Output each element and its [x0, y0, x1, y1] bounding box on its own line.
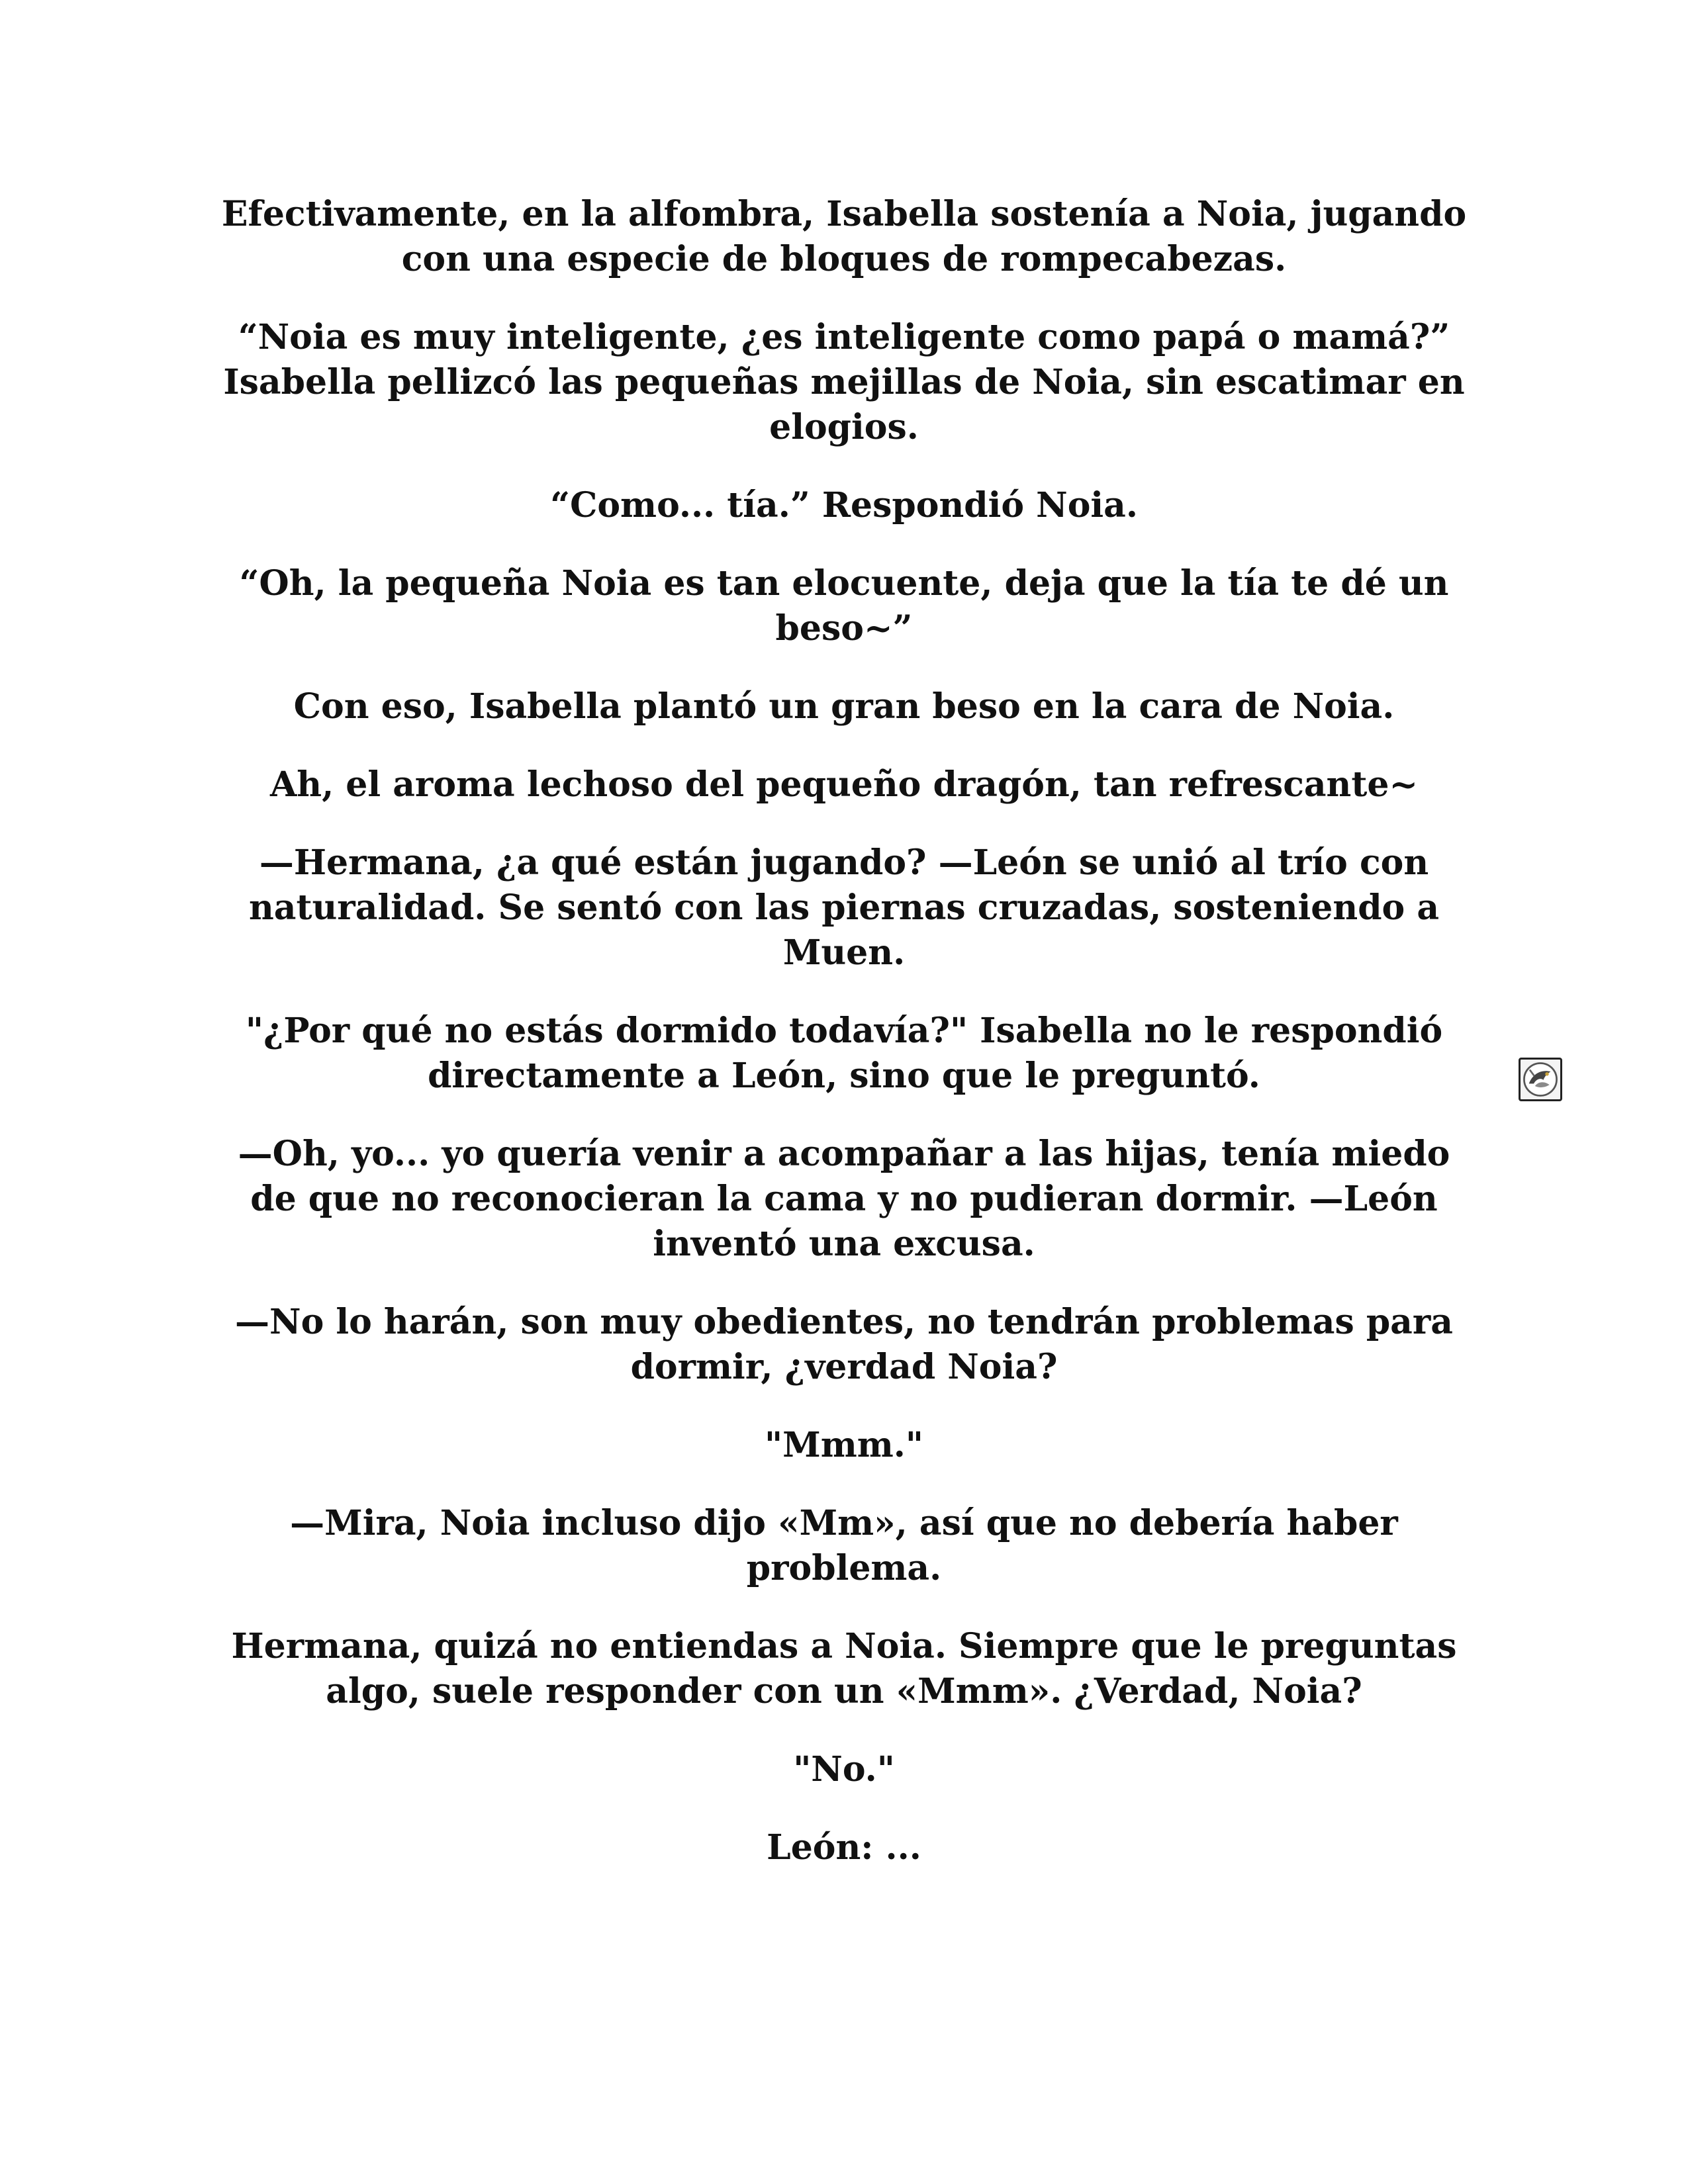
- paragraph-11: "Mmm.": [765, 1425, 923, 1465]
- paragraph-4: “Oh, la pequeña Noia es tan elocuente, deja que la tía te dé un beso~”: [239, 563, 1449, 649]
- story-text: [218, 192, 1470, 1903]
- paragraph-12: —Mira, Noia incluso dijo «Mm», así que no debería haber problema.: [290, 1503, 1398, 1588]
- dragon-emblem-icon: [1521, 1060, 1560, 1099]
- paragraph-6: Ah, el aroma lechoso del pequeño dragón, tan refrescante~: [269, 764, 1419, 805]
- paragraph-9: —Oh, yo... yo quería venir a acompañar a las hijas, tenía miedo de que no reconocieran la cama y no pudieran dormir. —León inventó una excusa.: [238, 1134, 1450, 1264]
- side-badge[interactable]: [1519, 1058, 1562, 1101]
- paragraph-7: —Hermana, ¿a qué están jugando? —León se unió al trío con naturalidad. Se sentó con las piernas cruzadas, sosteniendo a Muen.: [248, 842, 1440, 973]
- paragraph-1: Efectivamente, en la alfombra, Isabella sostenía a Noia, jugando con una especie de bloques de rompecabezas.: [221, 194, 1467, 279]
- paragraph-3: “Como... tía.” Respondió Noia.: [550, 485, 1138, 525]
- paragraph-8: "¿Por qué no estás dormido todavía?" Isabella no le respondió directamente a León, sino que le preguntó.: [245, 1011, 1443, 1096]
- paragraph-5: Con eso, Isabella plantó un gran beso en la cara de Noia.: [293, 686, 1395, 727]
- paragraph-10: —No lo harán, son muy obedientes, no tendrán problemas para dormir, ¿verdad Noia?: [235, 1302, 1453, 1387]
- paragraph-15: León: ...: [767, 1827, 921, 1868]
- paragraph-2: “Noia es muy inteligente, ¿es inteligente como papá o mamá?” Isabella pellizcó las pequeñas mejillas de Noia, sin escatimar en elogios.: [223, 317, 1465, 447]
- paragraph-14: "No.": [793, 1749, 895, 1790]
- paragraph-13: Hermana, quizá no entiendas a Noia. Siempre que le preguntas algo, suele responder con un «Mmm». ¿Verdad, Noia?: [231, 1626, 1457, 1711]
